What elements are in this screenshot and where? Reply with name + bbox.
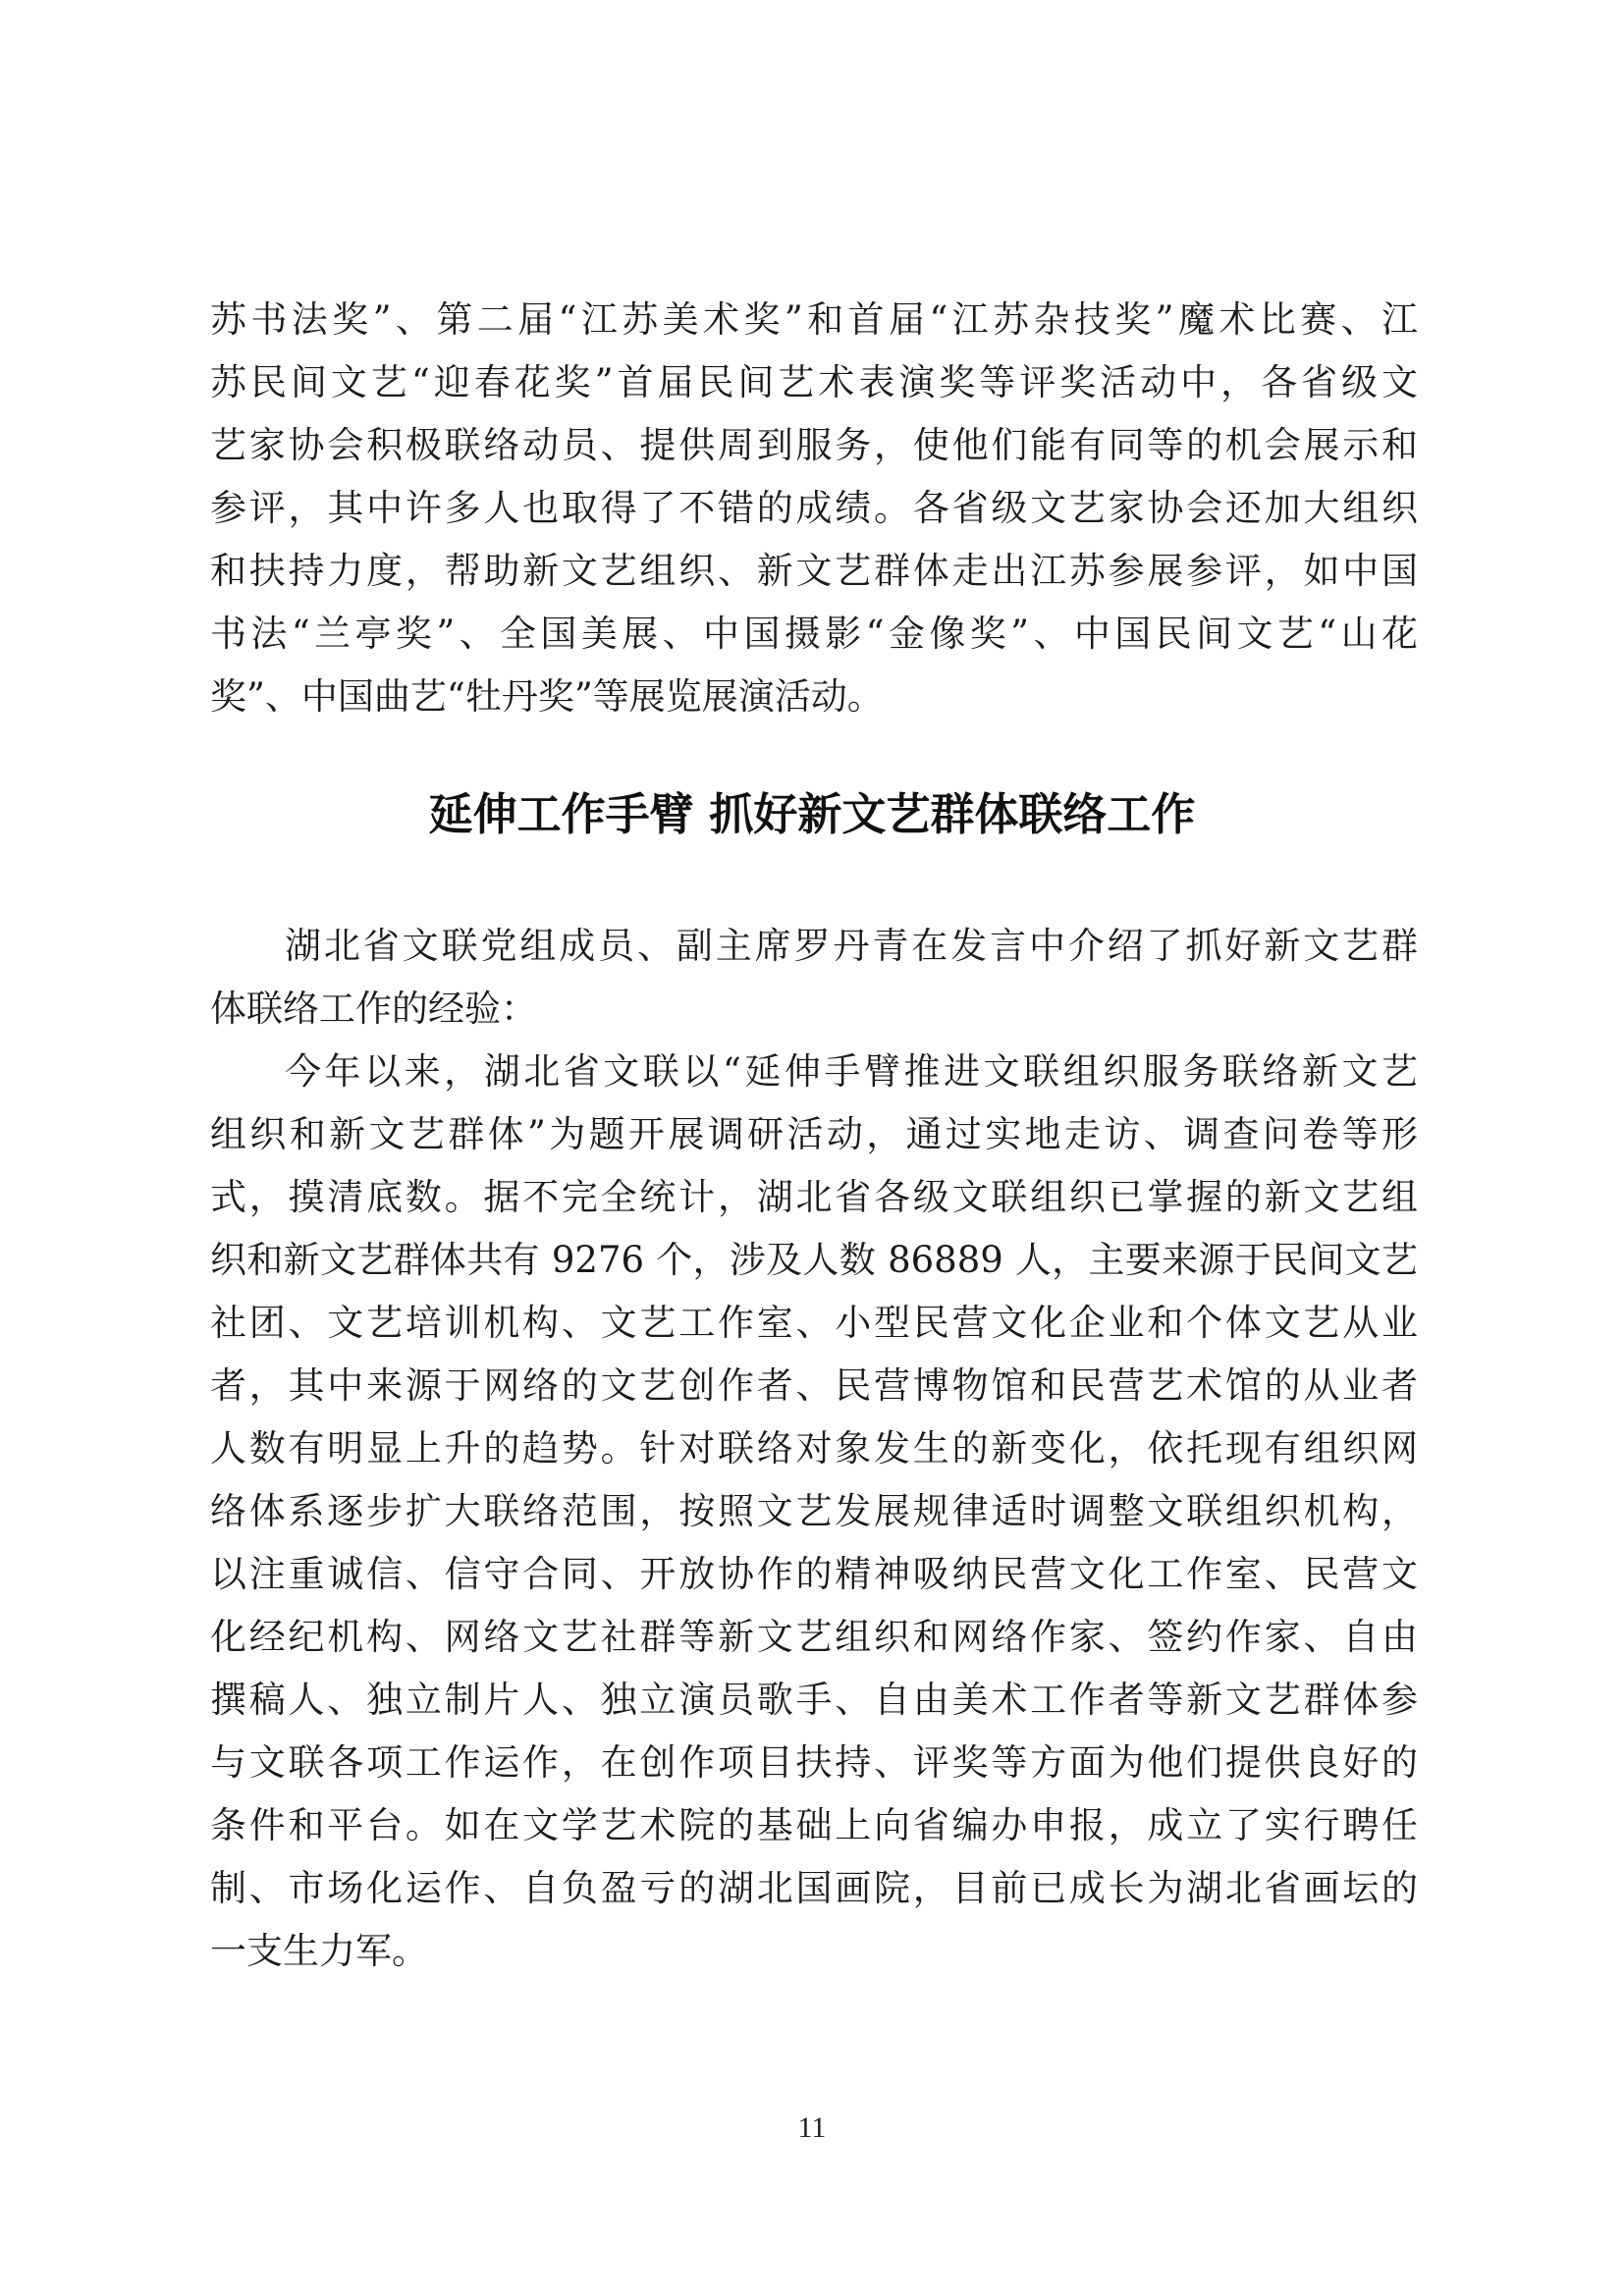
text-line: 制、市场化运作、自负盈亏的湖北国画院，目前已成长为湖北省画坛的 <box>210 1867 1418 1909</box>
text-line: 条件和平台。如在文学艺术院的基础上向省编办申报，成立了实行聘任 <box>210 1804 1418 1846</box>
text-line: 撰稿人、独立制片人、独立演员歌手、自由美术工作者等新文艺群体参 <box>210 1679 1418 1721</box>
body-paragraph <box>210 1041 1418 1983</box>
section-title: 延伸工作手臂 抓好新文艺群体联络工作 <box>428 788 1196 840</box>
paragraph-continued <box>210 289 1418 728</box>
text-line: 苏书法奖”、第二届“江苏美术奖”和首届“江苏杂技奖”魔术比赛、江 <box>210 298 1418 341</box>
text-line: 者，其中来源于网络的文艺创作者、民营博物馆和民营艺术馆的从业者 <box>210 1364 1418 1407</box>
text-line: 湖北省文联党组成员、副主席罗丹青在发言中介绍了抓好新文艺群 <box>285 925 1418 967</box>
text-line: 和扶持力度，帮助新文艺组织、新文艺群体走出江苏参展参评，如中国 <box>210 550 1418 592</box>
text-line: 参评，其中许多人也取得了不错的成绩。各省级文艺家协会还加大组织 <box>210 487 1418 529</box>
text-line: 织和新文艺群体共有 9276 个，涉及人数 86889 人，主要来源于民间文艺 <box>210 1239 1418 1281</box>
text-line: 艺家协会积极联络动员、提供周到服务，使他们能有同等的机会展示和 <box>210 424 1418 466</box>
text-line: 与文联各项工作运作，在创作项目扶持、评奖等方面为他们提供良好的 <box>210 1741 1418 1784</box>
text-line: 人数有明显上升的趋势。针对联络对象发生的新变化，依托现有组织网 <box>210 1427 1418 1469</box>
text-line: 以注重诚信、信守合同、开放协作的精神吸纳民营文化工作室、民营文 <box>210 1553 1418 1595</box>
text-line: 书法“兰亭奖”、全国美展、中国摄影“金像奖”、中国民间文艺“山花 <box>210 613 1418 655</box>
text-line: 式，摸清底数。据不完全统计，湖北省各级文联组织已掌握的新文艺组 <box>210 1176 1418 1218</box>
text-line: 社团、文艺培训机构、文艺工作室、小型民营文化企业和个体文艺从业 <box>210 1302 1418 1344</box>
text-line: 今年以来，湖北省文联以“延伸手臂推进文联组织服务联络新文艺 <box>285 1050 1418 1093</box>
text-line: 组织和新文艺群体”为题开展调研活动，通过实地走访、调查问卷等形 <box>210 1113 1418 1155</box>
text-line: 苏民间文艺“迎春花奖”首届民间艺术表演奖等评奖活动中，各省级文 <box>210 361 1418 403</box>
intro-paragraph <box>210 915 1418 1041</box>
text-line: 化经纪机构、网络文艺社群等新文艺组织和网络作家、签约作家、自由 <box>210 1616 1418 1658</box>
text-line: 一支生力军。 <box>210 1930 428 1972</box>
text-line: 体联络工作的经验： <box>210 988 537 1030</box>
text-line: 奖”、中国曲艺“牡丹奖”等展览展演活动。 <box>210 675 884 718</box>
text-line: 络体系逐步扩大联络范围，按照文艺发展规律适时调整文联组织机构， <box>210 1490 1418 1532</box>
page-number: 11 <box>797 2111 827 2144</box>
